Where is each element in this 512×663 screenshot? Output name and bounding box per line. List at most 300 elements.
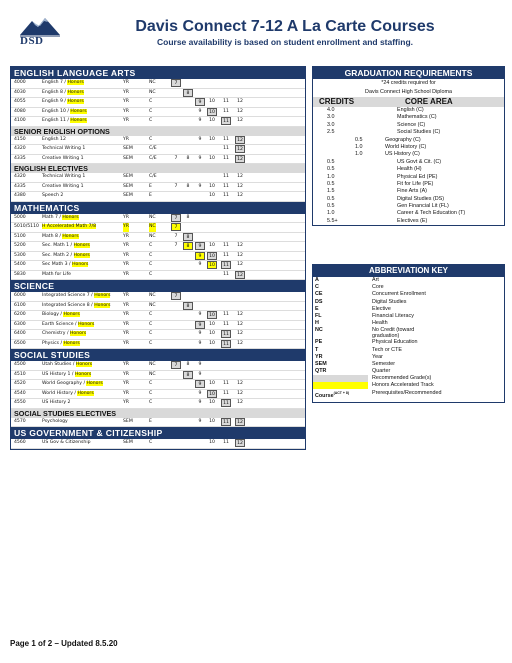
honors-label: Honors bbox=[67, 99, 84, 104]
course-name bbox=[42, 223, 96, 232]
course-name bbox=[42, 311, 80, 320]
course-row bbox=[11, 117, 305, 127]
course-name-text: Utah Studies / bbox=[42, 362, 76, 367]
credit-value: 0.5 bbox=[327, 203, 335, 210]
course-type: C bbox=[149, 243, 153, 248]
graduation-requirements-box bbox=[312, 66, 505, 226]
course-code: 6000 bbox=[14, 293, 26, 298]
grade-cell bbox=[235, 214, 245, 222]
course-name bbox=[42, 136, 66, 145]
grade-cell bbox=[171, 380, 181, 388]
course-row bbox=[11, 108, 305, 118]
course-name-text: US History 2 bbox=[42, 400, 71, 405]
honors-label: Honors bbox=[63, 340, 80, 346]
core-area: Physical Ed (PE) bbox=[397, 173, 438, 180]
course-name-text: Chemistry / bbox=[42, 331, 70, 336]
credit-value: 5.5+ bbox=[327, 217, 338, 224]
core-area: Gen Financial Lit (FL) bbox=[397, 203, 449, 210]
grade-cell: 12 bbox=[235, 155, 245, 163]
grade-cell: 9 bbox=[195, 380, 205, 388]
grade-cell: 12 bbox=[237, 262, 243, 267]
course-type: C bbox=[149, 340, 153, 346]
course-name-text: US Gov & Citizenship bbox=[42, 440, 91, 445]
grade-cell: 9 bbox=[198, 331, 202, 336]
grade-cell bbox=[221, 233, 231, 241]
abbreviation-key: E bbox=[315, 305, 319, 312]
course-type: E bbox=[149, 418, 152, 424]
course-length: YR bbox=[123, 108, 129, 114]
course-row bbox=[11, 418, 305, 428]
course-code: 4380 bbox=[14, 193, 26, 198]
course-length: YR bbox=[123, 321, 129, 327]
course-code: 4320 bbox=[14, 146, 26, 151]
grade-cell: 9 bbox=[198, 136, 202, 142]
abbreviation-meaning: Core bbox=[372, 284, 384, 291]
course-type: C bbox=[149, 108, 153, 114]
abbreviation-key: CE bbox=[315, 291, 323, 298]
grade-cell: 12 bbox=[237, 252, 243, 258]
grade-cell: 8 bbox=[186, 362, 190, 367]
credits-header: CREDITS bbox=[319, 97, 355, 106]
grade-cell: 12 bbox=[235, 136, 245, 144]
abbreviation-meaning: Semester bbox=[372, 360, 396, 367]
abbreviation-meaning: Digital Studies bbox=[372, 298, 407, 305]
course-length: YR bbox=[123, 243, 129, 248]
course-name-text: Math for Life bbox=[42, 271, 72, 277]
course-code: 4150 bbox=[14, 136, 26, 142]
course-type: NC bbox=[149, 223, 156, 232]
credit-value: 2.5 bbox=[327, 129, 335, 136]
graduation-title: GRADUATION REQUIREMENTS bbox=[313, 67, 504, 79]
grade-cell bbox=[195, 439, 205, 447]
graduation-row bbox=[313, 107, 504, 114]
course-name-text: Math 7 / bbox=[42, 214, 63, 220]
abbreviation-key: PE bbox=[315, 339, 323, 346]
grade-cell: 12 bbox=[237, 312, 243, 317]
course-type: E bbox=[149, 183, 152, 189]
section-header: US GOVERNMENT & CITIZENSHIP bbox=[11, 427, 305, 439]
grade-cell: 9 bbox=[198, 390, 202, 396]
course-code: 4570 bbox=[14, 418, 26, 424]
core-area: Health (H) bbox=[397, 166, 422, 173]
grade-cell: 10 bbox=[207, 311, 217, 319]
course-name bbox=[42, 380, 103, 389]
grade-cell bbox=[183, 399, 193, 407]
grade-cell: 10 bbox=[209, 99, 215, 104]
grade-cell: 9 bbox=[198, 400, 202, 405]
course-row bbox=[11, 136, 305, 146]
credit-value: 0.5 bbox=[327, 158, 335, 165]
course-name-text: Technical Writing 1 bbox=[42, 146, 86, 151]
course-code: 5000 bbox=[14, 214, 26, 220]
course-row bbox=[11, 371, 305, 381]
abbreviation-key: Course$^{(ACT + 8)}$ bbox=[315, 390, 350, 399]
grade-cell bbox=[171, 439, 181, 447]
grade-cell: 11 bbox=[223, 136, 229, 142]
course-row bbox=[11, 302, 305, 312]
graduation-row bbox=[313, 137, 504, 144]
course-name-text: Physics / bbox=[42, 340, 64, 346]
course-name bbox=[42, 271, 71, 280]
abbreviation-key: H bbox=[315, 320, 319, 327]
course-row bbox=[11, 330, 305, 340]
course-length: SEM bbox=[123, 183, 133, 189]
grade-cell bbox=[183, 145, 193, 153]
grade-cell bbox=[171, 98, 181, 106]
course-length: SEM bbox=[123, 193, 133, 198]
graduation-row bbox=[313, 159, 504, 166]
grade-cell bbox=[183, 108, 193, 116]
subsection-header: SOCIAL STUDIES ELECTIVES bbox=[11, 409, 305, 418]
grade-cell: 11 bbox=[221, 330, 231, 338]
grade-cell bbox=[207, 89, 217, 97]
course-name-text: Sec Math 3 / bbox=[42, 262, 73, 267]
grade-cell bbox=[195, 292, 205, 300]
course-code: 5200 bbox=[14, 243, 26, 248]
grade-cell bbox=[207, 302, 217, 310]
course-code: 4055 bbox=[14, 99, 26, 104]
course-code: 5100 bbox=[14, 233, 26, 239]
grade-cell: 11 bbox=[221, 117, 231, 125]
grade-cell bbox=[171, 311, 181, 319]
abbreviation-key: SEM bbox=[315, 360, 327, 367]
course-row bbox=[11, 340, 305, 350]
grade-cell: 10 bbox=[209, 340, 215, 346]
course-name-text: Integrated Science 8 / bbox=[42, 302, 95, 308]
grade-cell: 11 bbox=[223, 99, 229, 104]
grade-cell: 9 bbox=[198, 362, 202, 367]
course-code: 4320 bbox=[14, 174, 26, 179]
core-area: Electives (E) bbox=[397, 217, 428, 224]
core-area: US Govt & Cit. (C) bbox=[397, 158, 442, 165]
course-type: NC bbox=[149, 233, 156, 239]
course-name bbox=[42, 214, 79, 223]
grade-cell: 12 bbox=[235, 145, 245, 153]
grade-cell: 9 bbox=[195, 252, 205, 260]
course-row bbox=[11, 399, 305, 409]
abbreviation-meaning: Tech or CTE bbox=[372, 346, 402, 353]
course-type: NC bbox=[149, 80, 156, 85]
course-name-text: Psychology bbox=[42, 418, 68, 424]
honors-label: Honors bbox=[73, 243, 90, 248]
grade-cell: 11 bbox=[223, 243, 229, 248]
course-name bbox=[42, 292, 110, 301]
graduation-row bbox=[313, 196, 504, 203]
course-length: SEM bbox=[123, 440, 133, 445]
grade-cell bbox=[221, 214, 231, 222]
grade-cell: 12 bbox=[237, 193, 243, 198]
course-row bbox=[11, 192, 305, 202]
course-type: C bbox=[149, 99, 153, 104]
grade-cell: 9 bbox=[198, 118, 202, 123]
grade-cell bbox=[195, 233, 205, 241]
grade-cell: 11 bbox=[221, 261, 231, 269]
course-row bbox=[11, 183, 305, 193]
grade-cell bbox=[171, 271, 181, 279]
grade-cell bbox=[183, 390, 193, 398]
grade-cell: 8 bbox=[183, 233, 193, 241]
credit-value: 0.5 bbox=[327, 180, 335, 187]
honors-label: Honors bbox=[74, 371, 92, 377]
course-length: YR bbox=[123, 371, 129, 377]
grade-cell: 12 bbox=[235, 418, 245, 426]
grade-cell: 11 bbox=[223, 312, 229, 317]
graduation-row bbox=[313, 210, 504, 217]
grade-cell bbox=[183, 311, 193, 319]
course-code: 4540 bbox=[14, 390, 26, 396]
grade-cell bbox=[235, 79, 245, 87]
honors-label: Honors bbox=[63, 312, 80, 317]
course-length: SEM bbox=[123, 174, 133, 179]
abbreviation-key: C bbox=[315, 284, 319, 291]
course-name bbox=[42, 330, 86, 339]
course-name bbox=[42, 145, 85, 154]
graduation-row bbox=[313, 122, 504, 129]
abbreviation-row bbox=[313, 368, 504, 375]
core-area: World History (C) bbox=[385, 143, 427, 150]
grade-cell bbox=[195, 223, 205, 231]
grade-cell: 9 bbox=[198, 262, 202, 267]
course-name bbox=[42, 390, 94, 399]
grade-cell bbox=[195, 271, 205, 279]
grade-cell: 9 bbox=[198, 371, 202, 377]
grade-cell: 7 bbox=[174, 233, 178, 239]
grade-cell: 9 bbox=[198, 312, 202, 317]
core-area: Social Studies (C) bbox=[397, 129, 441, 136]
grade-cell: 9 bbox=[198, 155, 202, 161]
graduation-row bbox=[313, 151, 504, 158]
course-name bbox=[42, 361, 92, 370]
grade-cell: 11 bbox=[223, 193, 229, 198]
course-name-text: English 8 / bbox=[42, 89, 68, 95]
course-row bbox=[11, 390, 305, 400]
grade-cell bbox=[171, 261, 181, 269]
grade-cell: 9 bbox=[195, 321, 205, 329]
course-type: C bbox=[149, 262, 153, 267]
grade-cell bbox=[235, 361, 245, 369]
course-code: 4100 bbox=[14, 118, 26, 123]
abbreviation-row bbox=[313, 277, 504, 284]
abbreviation-meaning: Year bbox=[372, 353, 383, 360]
credit-value: 1.0 bbox=[327, 173, 335, 180]
grade-cell bbox=[171, 330, 181, 338]
grade-cell bbox=[195, 145, 205, 153]
honors-label: Honors bbox=[86, 381, 103, 386]
abbreviation-superscript: (ACT + 8) bbox=[333, 390, 350, 395]
abbreviation-key-box bbox=[312, 264, 505, 403]
grade-cell bbox=[171, 89, 181, 97]
graduation-row bbox=[313, 203, 504, 210]
grade-cell bbox=[235, 89, 245, 97]
logo-text: DSD bbox=[20, 35, 44, 47]
core-area-header: CORE AREA bbox=[405, 97, 453, 106]
grade-cell bbox=[183, 380, 193, 388]
grade-cell bbox=[235, 223, 245, 231]
grade-cell: 11 bbox=[223, 271, 229, 277]
grade-cell: 7 bbox=[171, 79, 181, 87]
course-type: C bbox=[149, 252, 153, 258]
core-area: Digital Studies (DS) bbox=[397, 195, 445, 202]
grade-cell bbox=[183, 271, 193, 279]
course-code: 6100 bbox=[14, 302, 26, 308]
course-type: NC bbox=[149, 293, 156, 298]
honors-label: Honors bbox=[62, 233, 79, 239]
honors-label: Honors bbox=[67, 80, 84, 85]
grade-cell bbox=[183, 223, 193, 231]
grade-cell: 11 bbox=[223, 321, 229, 327]
grade-cell: 12 bbox=[237, 331, 243, 336]
course-length: YR bbox=[123, 214, 129, 220]
course-type: NC bbox=[149, 302, 156, 308]
graduation-note-1: *24 credits required for bbox=[381, 80, 436, 86]
grade-cell: 10 bbox=[209, 193, 215, 198]
grade-cell: 12 bbox=[237, 381, 243, 386]
course-type: C bbox=[149, 440, 153, 445]
course-length: SEM bbox=[123, 146, 133, 151]
graduation-row bbox=[313, 188, 504, 195]
grade-cell: 10 bbox=[209, 243, 215, 248]
course-row bbox=[11, 261, 305, 271]
core-area: Mathematics (C) bbox=[397, 114, 437, 121]
section-header: SCIENCE bbox=[11, 280, 305, 292]
grade-cell: 7 bbox=[171, 223, 181, 231]
course-length: YR bbox=[123, 99, 129, 104]
grade-cell: 12 bbox=[237, 183, 243, 189]
course-type: C bbox=[149, 331, 153, 336]
abbreviation-meaning: Art bbox=[372, 277, 379, 283]
graduation-note-2: Davis Connect High School Diploma bbox=[365, 89, 452, 95]
abbreviation-row bbox=[313, 320, 504, 327]
course-length: YR bbox=[123, 223, 129, 232]
course-row bbox=[11, 439, 305, 449]
course-row bbox=[11, 79, 305, 89]
sub-credit-value: 1.0 bbox=[355, 151, 363, 158]
course-length: YR bbox=[123, 390, 129, 396]
course-type: C bbox=[149, 271, 153, 277]
credit-value: 1.5 bbox=[327, 188, 335, 195]
abbreviation-meaning: No Credit (toward graduation) bbox=[372, 327, 415, 340]
course-type: C bbox=[149, 321, 153, 327]
course-name-text: Sec. Math 1 / bbox=[42, 243, 74, 248]
course-name bbox=[42, 302, 110, 311]
course-name-text: Speech 2 bbox=[42, 193, 64, 198]
course-code: 4335 bbox=[14, 183, 26, 189]
abbreviation-row bbox=[313, 299, 504, 306]
course-name bbox=[42, 340, 80, 349]
grade-cell bbox=[171, 399, 181, 407]
grade-cell bbox=[183, 98, 193, 106]
grade-cell bbox=[195, 302, 205, 310]
grade-cell: 11 bbox=[221, 340, 231, 348]
grade-cell bbox=[171, 145, 181, 153]
page-footer: Page 1 of 2 – Updated 8.5.20 bbox=[10, 639, 118, 648]
grade-cell: 9 bbox=[198, 418, 202, 424]
grade-cell: 10 bbox=[209, 440, 215, 445]
abbreviation-key: T bbox=[315, 346, 319, 353]
abbreviation-key: QTR bbox=[315, 368, 327, 375]
course-name-text: English 11 / bbox=[42, 118, 71, 123]
grade-cell bbox=[195, 214, 205, 222]
course-row bbox=[11, 252, 305, 262]
grade-cell: 7 bbox=[174, 155, 178, 161]
mountain-logo-icon bbox=[18, 15, 62, 37]
grade-cell: 10 bbox=[209, 381, 215, 386]
course-row bbox=[11, 380, 305, 390]
abbreviation-row bbox=[313, 361, 504, 368]
grade-cell: 8 bbox=[186, 214, 190, 220]
grade-cell: 11 bbox=[223, 440, 229, 445]
grade-cell bbox=[221, 302, 231, 310]
course-code: 4520 bbox=[14, 381, 26, 386]
course-length: YR bbox=[123, 381, 129, 386]
abbreviation-key bbox=[313, 382, 368, 389]
grade-cell bbox=[207, 233, 217, 241]
grade-cell: 10 bbox=[209, 118, 215, 123]
grade-cell bbox=[207, 292, 217, 300]
subsection-header: SENIOR ENGLISH OPTIONS bbox=[11, 127, 305, 136]
grade-cell: 8 bbox=[186, 183, 190, 189]
course-row bbox=[11, 311, 305, 321]
grade-cell bbox=[195, 173, 205, 181]
course-name-text: English 12 bbox=[42, 136, 66, 142]
abbreviation-meaning: Concurrent Enrollment bbox=[372, 291, 426, 298]
course-type: NC bbox=[149, 362, 156, 367]
honors-label: Honors bbox=[94, 302, 111, 308]
course-type: C bbox=[149, 136, 153, 142]
grade-cell bbox=[171, 418, 181, 426]
course-name bbox=[42, 155, 84, 164]
grade-cell: 12 bbox=[237, 400, 243, 405]
course-name bbox=[42, 117, 87, 126]
grade-cell: 12 bbox=[237, 321, 243, 327]
credit-value: 0.5 bbox=[327, 166, 335, 173]
abbreviation-meaning: Health bbox=[372, 320, 388, 327]
grade-cell: 7 bbox=[174, 183, 178, 189]
course-name-text: Sec. Math 2 / bbox=[42, 252, 74, 258]
course-row bbox=[11, 98, 305, 108]
grade-cell: 8 bbox=[183, 371, 193, 379]
abbreviation-key: DS bbox=[315, 298, 323, 305]
grade-cell bbox=[207, 361, 217, 369]
grade-cell: 10 bbox=[207, 108, 217, 116]
course-table bbox=[10, 66, 306, 450]
grade-cell: 12 bbox=[235, 271, 245, 279]
graduation-rows bbox=[313, 107, 504, 225]
grade-cell: 8 bbox=[183, 242, 193, 250]
course-type: NC bbox=[149, 214, 156, 220]
course-name-text: US History 1 / bbox=[42, 371, 75, 377]
grade-cell bbox=[207, 271, 217, 279]
grade-cell: 11 bbox=[223, 155, 229, 161]
grade-cell bbox=[235, 302, 245, 310]
credit-value: 0.5 bbox=[327, 195, 335, 202]
course-code: 4560 bbox=[14, 440, 26, 445]
grade-cell: 11 bbox=[223, 174, 229, 179]
course-row bbox=[11, 233, 305, 243]
course-row bbox=[11, 242, 305, 252]
abbreviation-key: YR bbox=[315, 353, 323, 360]
honors-label: Honors bbox=[62, 214, 79, 220]
course-code: 4000 bbox=[14, 80, 26, 85]
grade-cell bbox=[235, 292, 245, 300]
course-length: YR bbox=[123, 271, 129, 277]
course-type: NC bbox=[149, 89, 156, 95]
grade-cell bbox=[183, 321, 193, 329]
subsection-header: ENGLISH ELECTIVES bbox=[11, 164, 305, 173]
course-row bbox=[11, 173, 305, 183]
grade-cell bbox=[183, 117, 193, 125]
course-code: 6500 bbox=[14, 340, 26, 346]
